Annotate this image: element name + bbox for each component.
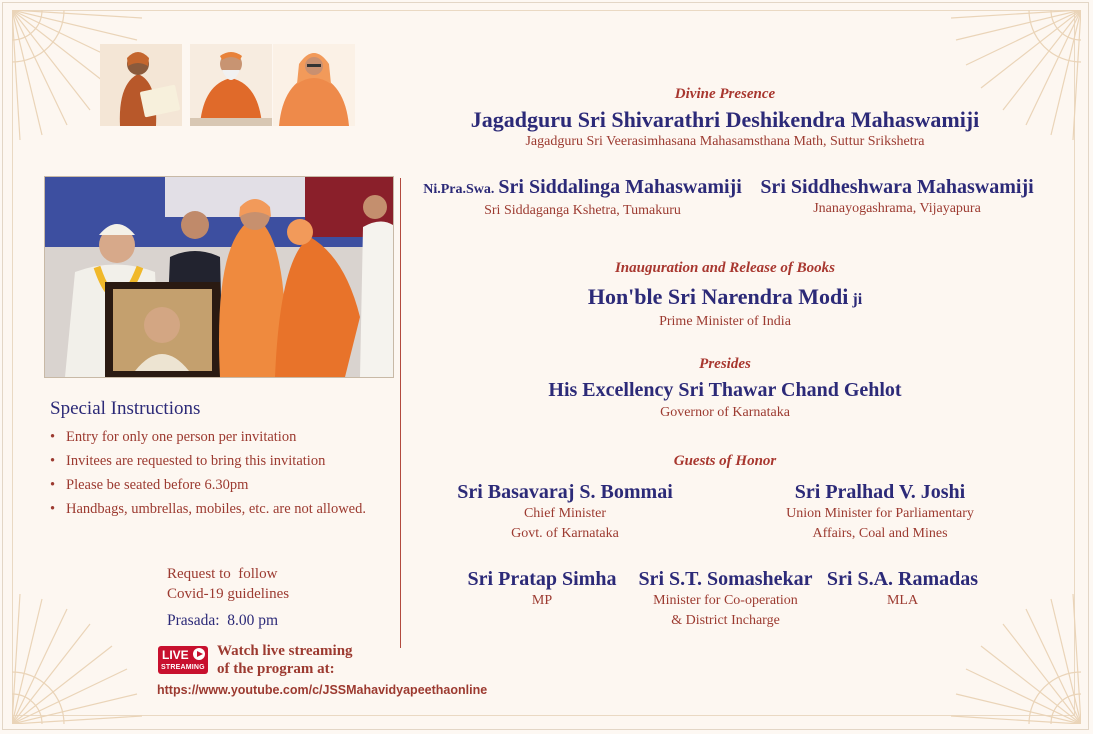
streaming-label: STREAMING	[161, 664, 205, 671]
instructions-list	[50, 428, 380, 525]
pm-name-line	[410, 284, 1040, 310]
guest-role: Chief Minister	[523, 506, 607, 521]
governor-subtitle: Governor of Karnataka	[660, 405, 790, 420]
governor-name: His Excellency Sri Thawar Chand Gehlot	[548, 379, 902, 401]
seer-portrait-1	[100, 44, 182, 126]
live-label: LIVE	[162, 648, 189, 662]
guest-name-bommai: Sri Basavaraj S. Bommai	[457, 481, 673, 503]
guest-name-ramadas: Sri S.A. Ramadas	[826, 568, 979, 590]
play-icon	[193, 648, 205, 660]
divine-presence-heading: Divine Presence	[674, 86, 776, 102]
covid-notice	[167, 565, 289, 604]
covid-line: Request to follow	[167, 566, 278, 582]
seer-name-siddheshwara: Sri Siddheshwara Mahaswamiji	[760, 176, 1034, 198]
guest-role: MP	[531, 593, 553, 608]
seer-portrait-3	[273, 44, 355, 126]
prasada-time: Prasada: 8.00 pm	[167, 612, 279, 629]
list-item: • Please be seated before 6.30pm	[50, 476, 380, 495]
seer-subtitle: Jnanayogashrama, Vijayapura	[813, 201, 981, 216]
guests-heading: Guests of Honor	[673, 453, 777, 469]
youtube-link[interactable]: https://www.youtube.com/c/JSSMahavidyapeethaonline	[157, 683, 488, 697]
corner-ornament-icon	[951, 594, 1081, 724]
seer-portrait-2	[190, 44, 272, 126]
pm-suffix: ji	[852, 291, 863, 308]
chief-seer-subtitle: Jagadguru Sri Veerasimhasana Mahasamsthana Math, Suttur Srikshetra	[525, 134, 925, 149]
list-item: • Entry for only one person per invitation	[50, 428, 380, 447]
seer-subtitle: Sri Siddaganga Kshetra, Tumakuru	[484, 203, 681, 218]
guest-role: Affairs, Coal and Mines	[812, 526, 948, 541]
guest-name-simha: Sri Pratap Simha	[467, 568, 617, 590]
pm-subtitle: Prime Minister of India	[659, 314, 791, 329]
presides-heading: Presides	[699, 356, 751, 372]
column-divider	[400, 178, 401, 648]
inauguration-heading: Inauguration and Release of Books	[614, 260, 836, 276]
corner-ornament-icon	[12, 594, 142, 724]
live-streaming-badge	[158, 646, 208, 674]
pm-name: Hon'ble Sri Narendra Modi	[587, 284, 849, 309]
covid-line: Covid-19 guidelines	[167, 585, 290, 602]
guest-name-somashekar: Sri S.T. Somashekar	[638, 568, 813, 590]
guest-role: Govt. of Karnataka	[511, 526, 619, 541]
guest-role: & District Incharge	[671, 613, 780, 628]
list-item: • Invitees are requested to bring this invitation	[50, 452, 380, 471]
event-photo	[44, 176, 394, 378]
special-instructions-title: Special Instructions	[50, 398, 201, 419]
watch-line: Watch live streaming	[217, 643, 353, 659]
guest-role: Union Minister for Parliamentary	[786, 506, 974, 521]
list-item: • Handbags, umbrellas, mobiles, etc. are not allowed.	[50, 500, 380, 519]
seer-block-siddalinga	[415, 176, 750, 199]
seer-name: Sri Siddalinga Mahaswamiji	[498, 176, 742, 198]
chief-seer-name: Jagadguru Sri Shivarathri Deshikendra Mahaswamiji	[470, 107, 980, 132]
guest-role: MLA	[886, 593, 919, 608]
watch-live-text	[217, 642, 353, 678]
seer-prefix: Ni.Pra.Swa.	[423, 182, 495, 197]
guest-name-joshi: Sri Pralhad V. Joshi	[794, 481, 966, 503]
watch-line: of the program at:	[217, 661, 335, 677]
guest-role: Minister for Co-operation	[653, 593, 798, 608]
